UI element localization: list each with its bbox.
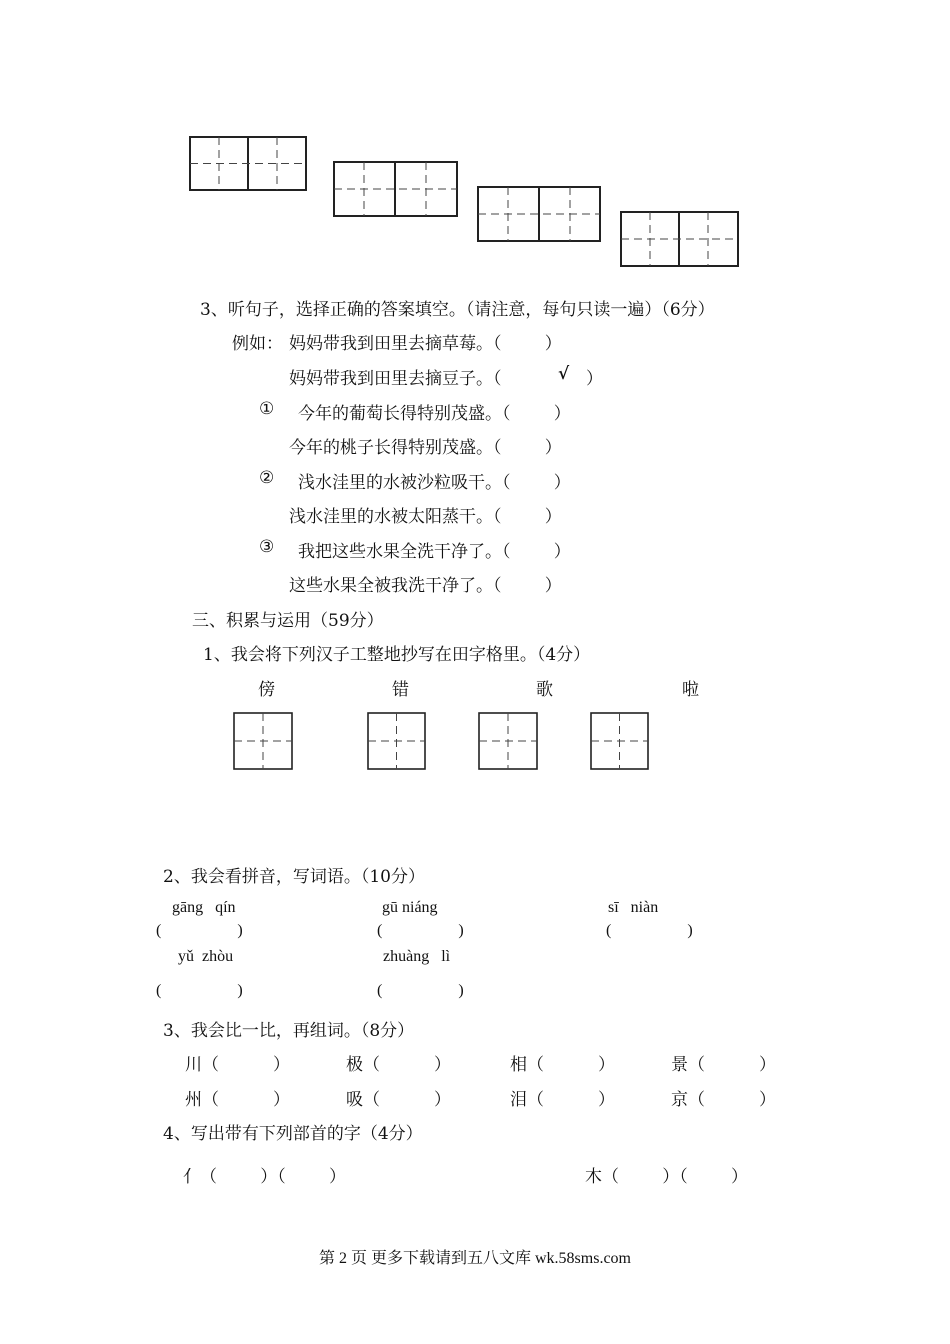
answer-blank-2[interactable]: ( ) bbox=[377, 922, 464, 939]
radical-person-answers[interactable]: 亻（ ）（ ） bbox=[183, 1167, 346, 1187]
compare-3b[interactable]: 泪（ ） bbox=[510, 1090, 616, 1110]
char-box-4 bbox=[591, 713, 648, 769]
copy-char-3: 歌 bbox=[536, 680, 553, 700]
example-label: 例如： bbox=[232, 334, 283, 354]
char-box-1 bbox=[234, 713, 292, 769]
copy-char-2: 错 bbox=[392, 680, 409, 700]
compare-3a[interactable]: 相（ ） bbox=[510, 1055, 616, 1075]
compare-2b[interactable]: 吸（ ） bbox=[346, 1090, 452, 1110]
compare-4a[interactable]: 景（ ） bbox=[671, 1055, 777, 1075]
item-3-sentence-a[interactable]: 我把这些水果全洗干净了。（ ） bbox=[298, 542, 571, 562]
item-1-sentence-b[interactable]: 今年的桃子长得特别茂盛。（ ） bbox=[289, 438, 562, 458]
compare-1a[interactable]: 川（ ） bbox=[185, 1055, 291, 1075]
compare-2a[interactable]: 极（ ） bbox=[346, 1055, 452, 1075]
answer-blank-3[interactable]: ( ) bbox=[606, 922, 693, 939]
pinyin-1: gāng qín bbox=[172, 899, 236, 916]
q3-listen-title: 3、听句子，选择正确的答案填空。（请注意，每句只读一遍）（6分） bbox=[200, 300, 715, 320]
item-2-sentence-a[interactable]: 浅水洼里的水被沙粒吸干。（ ） bbox=[298, 473, 571, 493]
item-2-number: ② bbox=[259, 468, 275, 488]
page-footer: 第 2 页 更多下载请到五八文库 wk.58sms.com bbox=[318, 1250, 631, 1267]
compare-1b[interactable]: 州（ ） bbox=[185, 1090, 291, 1110]
pinyin-4: yǔ zhòu bbox=[178, 948, 234, 965]
answer-blank-1[interactable]: ( ) bbox=[156, 922, 243, 939]
q3-compare-title: 3、我会比一比，再组词。（8分） bbox=[163, 1021, 415, 1041]
answer-blank-4[interactable]: ( ) bbox=[156, 982, 243, 999]
copy-char-1: 傍 bbox=[258, 680, 275, 700]
q4-title: 4、写出带有下列部首的字（4分） bbox=[163, 1124, 423, 1144]
item-1-sentence-a[interactable]: 今年的葡萄长得特别茂盛。（ ） bbox=[298, 404, 571, 424]
check-mark: √ bbox=[558, 364, 570, 384]
q2-title: 2、我会看拼音，写词语。（10分） bbox=[163, 867, 425, 887]
word-box-3 bbox=[478, 187, 600, 241]
char-box-2 bbox=[368, 713, 425, 769]
item-2-sentence-b[interactable]: 浅水洼里的水被太阳蒸干。（ ） bbox=[289, 507, 562, 527]
pinyin-3: sī niàn bbox=[608, 899, 659, 916]
radical-wood-answers[interactable]: 木（ ）（ ） bbox=[585, 1167, 748, 1187]
item-3-sentence-b[interactable]: 这些水果全被我洗干净了。（ ） bbox=[289, 576, 562, 596]
example-line-2-end: ） bbox=[586, 369, 603, 389]
char-box-3 bbox=[479, 713, 537, 769]
example-line-2: 妈妈带我到田里去摘豆子。（ bbox=[289, 369, 502, 389]
example-line-1: 妈妈带我到田里去摘草莓。（ ） bbox=[289, 334, 562, 354]
answer-blank-5[interactable]: ( ) bbox=[377, 982, 464, 999]
word-box-1 bbox=[190, 137, 306, 190]
q1-title: 1、我会将下列汉子工整地抄写在田字格里。（4分） bbox=[203, 645, 591, 665]
copy-char-4: 啦 bbox=[682, 680, 699, 700]
item-1-number: ① bbox=[259, 399, 275, 419]
section-3-title: 三、积累与运用（59分） bbox=[192, 611, 384, 631]
word-box-4 bbox=[621, 212, 738, 266]
word-box-2 bbox=[334, 162, 457, 216]
item-3-number: ③ bbox=[259, 537, 275, 557]
compare-4b[interactable]: 京（ ） bbox=[671, 1090, 777, 1110]
pinyin-2: gū niáng bbox=[382, 899, 438, 916]
pinyin-5: zhuàng lì bbox=[383, 948, 451, 965]
